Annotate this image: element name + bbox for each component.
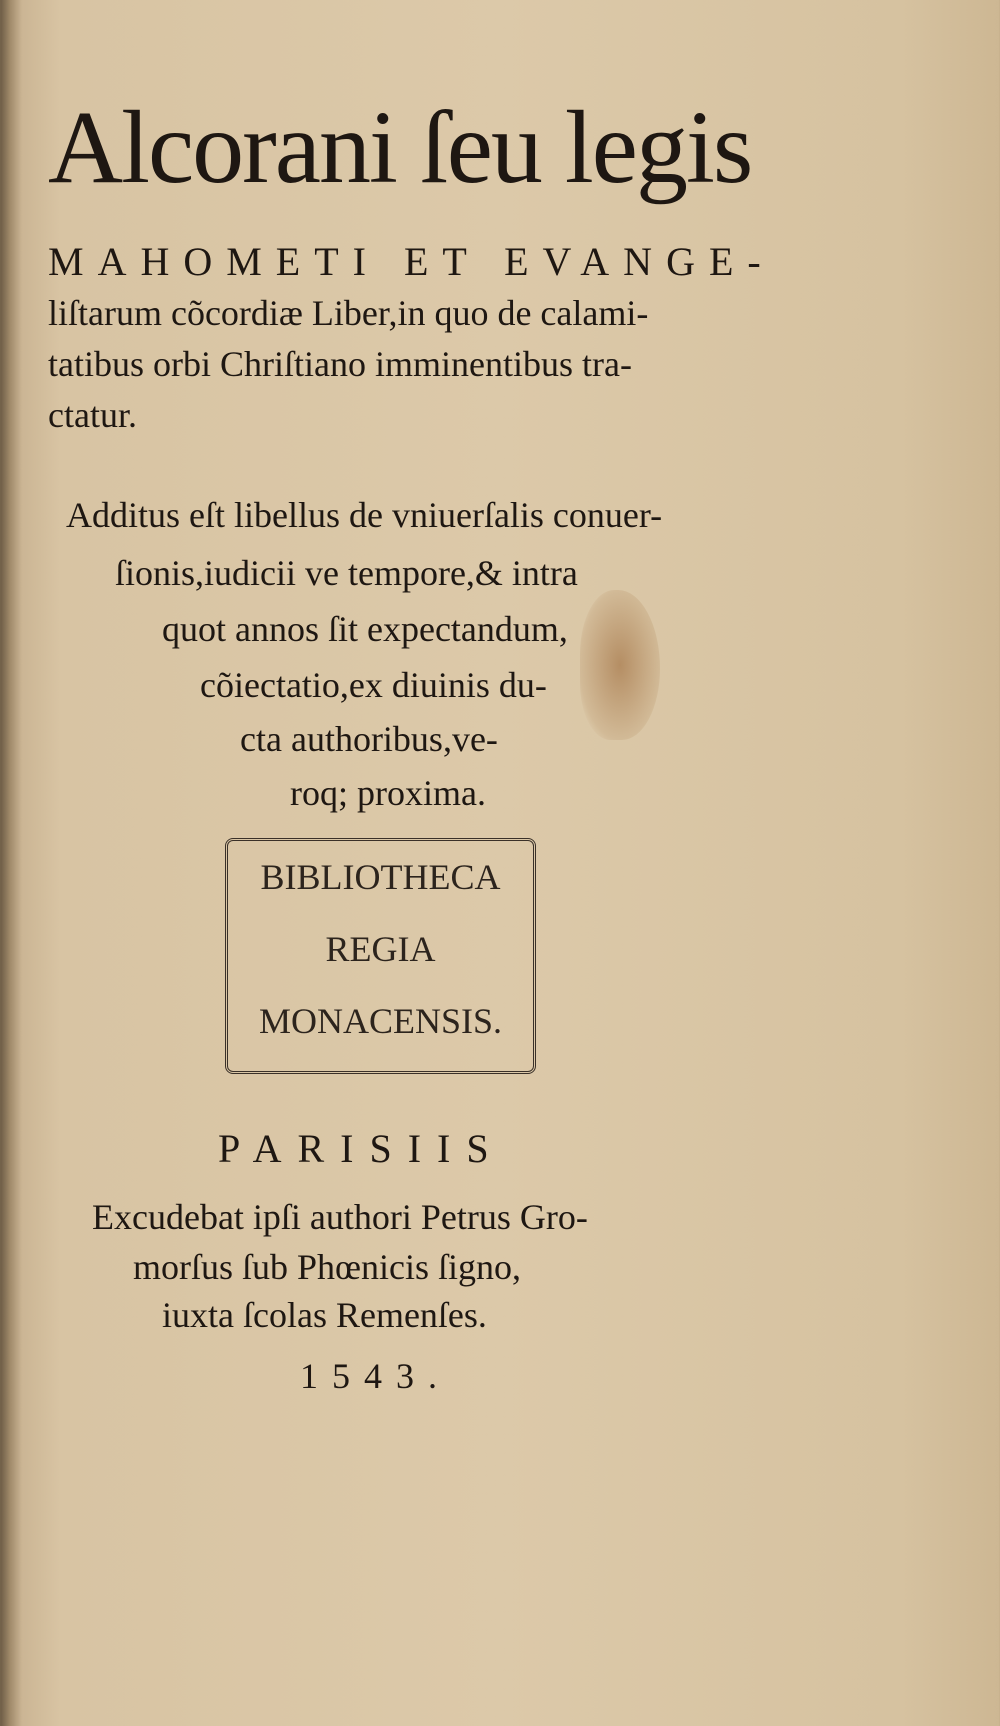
- subtitle-line: tatibus orbi Chriſtiano imminentibus tra-: [48, 344, 632, 384]
- subtitle-line: ctatur.: [48, 395, 137, 435]
- addendum-line: ſionis,iudicii ve tempore,& intra: [115, 553, 578, 593]
- stamp-line: BIBLIOTHECA: [260, 857, 501, 897]
- imprint-line: Excudebat ipſi authori Petrus Gro-: [92, 1197, 588, 1237]
- library-stamp: [225, 838, 536, 1074]
- page-title: Alcorani ſeu legis: [48, 90, 752, 205]
- imprint-line: iuxta ſcolas Remenſes.: [162, 1295, 487, 1335]
- imprint-line: morſus ſub Phœnicis ſigno,: [133, 1247, 522, 1287]
- stamp-line: MONACENSIS.: [258, 1001, 503, 1041]
- imprint-year: 1543.: [300, 1356, 451, 1396]
- addendum-line: quot annos ſit expectandum,: [162, 609, 568, 649]
- subtitle-line: MAHOMETI ET EVANGE-: [48, 239, 775, 284]
- addendum-line: roq; proxima.: [290, 773, 486, 813]
- addendum-line: cõiectatio,ex diuinis du-: [200, 665, 547, 705]
- addendum-line: cta authoribus,ve-: [240, 719, 498, 759]
- subtitle-line: liſtarum cõcordiæ Liber,in quo de calami-: [48, 293, 649, 333]
- stamp-line: REGIA: [325, 929, 436, 969]
- imprint-city: PARISIIS: [218, 1126, 505, 1171]
- addendum-line: Additus eſt libellus de vniuerſalis conuer-: [66, 495, 663, 535]
